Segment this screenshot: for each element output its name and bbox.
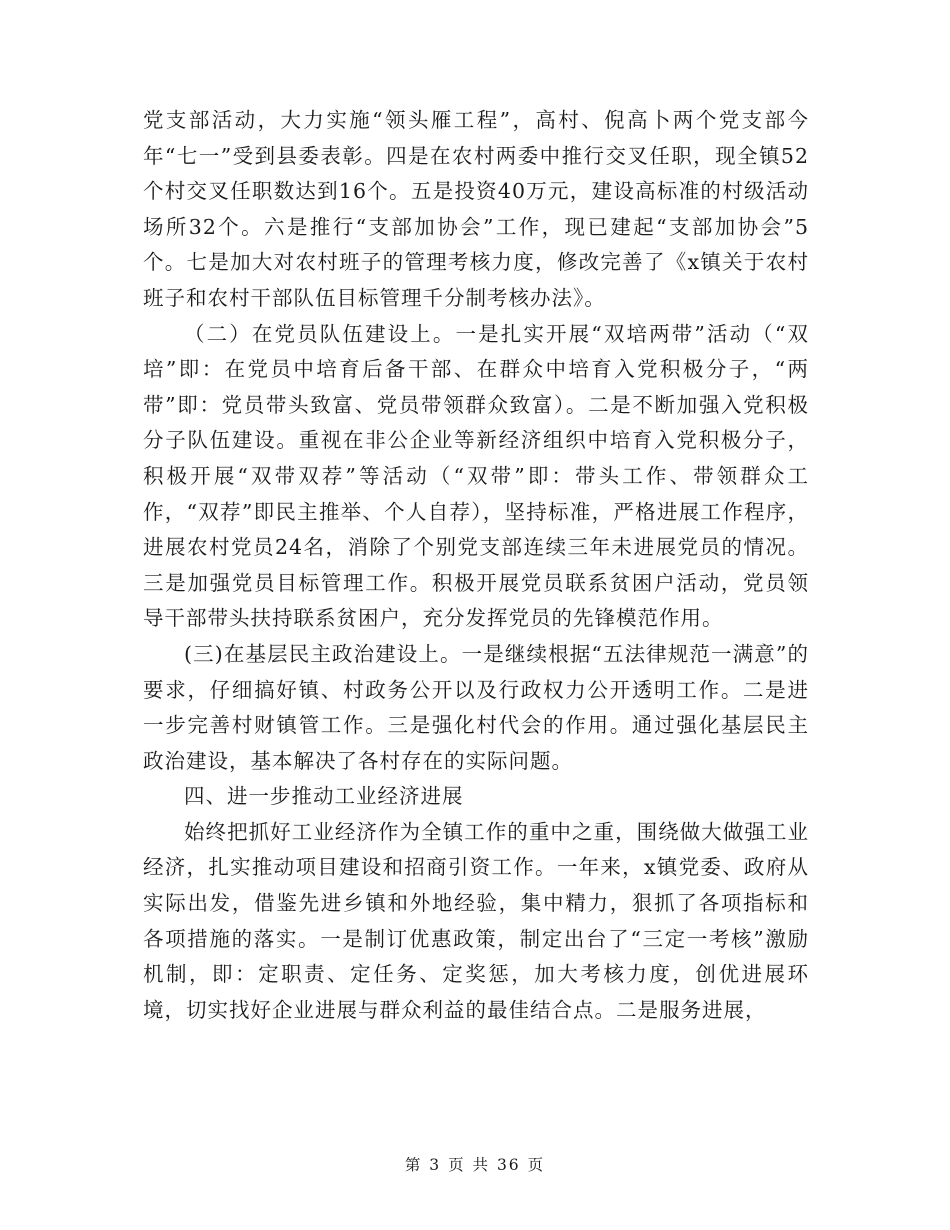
- page-number-footer: 第 3 页 共 36 页: [404, 1156, 546, 1174]
- paragraph-party-member-building: （二）在党员队伍建设上。一是扎实开展“双培两带”活动（“双培”即：在党员中培育后备干部、在群众中培育入党积极分子，“两带”即：党员带头致富、党员带领群众致富）。二是不断加强入党积极分子队伍建设。重视在非公企业等新经济组织中培育入党积极分子，积极开展“双带双荐”等活动（“双带”即：带头工作、带领群众工作，“双荐”即民主推举、个人自荐），坚持标准，严格进展工作程序，进展农村党员24名，消除了个别党支部连续三年未进展党员的情况。三是加强党员目标管理工作。积极开展党员联系贫困户活动，党员领导干部带头扶持联系贫困户，充分发挥党员的先锋模范作用。: [143, 321, 809, 631]
- section-heading-industrial-economy: 四、进一步推动工业经济进展: [184, 784, 464, 809]
- paragraph-continuation: 党支部活动，大力实施“领头雁工程”，高村、倪高卜两个党支部今年“七一”受到县委表彰。四是在农村两委中推行交叉任职，现全镇52个村交叉任职数达到16个。五是投资40万元，建设高标准的村级活动场所32个。六是推行“支部加协会”工作，现已建起“支部加协会”5个。七是加大对农村班子的管理考核力度，修改完善了《x镇关于农村班子和农村干部队伍目标管理千分制考核办法》。: [143, 108, 809, 310]
- paragraph-grassroots-democracy: (三)在基层民主政治建设上。一是继续根据“五法律规范一满意”的要求，仔细搞好镇、村政务公开以及行政权力公开透明工作。二是进一步完善村财镇管工作。三是强化村代会的作用。通过强化基层民主政治建设，基本解决了各村存在的实际问题。: [143, 641, 809, 773]
- document-body: [143, 103, 809, 1028]
- paragraph-industrial-economy: 始终把抓好工业经济作为全镇工作的重中之重，围绕做大做强工业经济，扎实推动项目建设和招商引资工作。一年来，x镇党委、政府从实际出发，借鉴先进乡镇和外地经验，集中精力，狠抓了各项指标和各项措施的落实。一是制订优惠政策，制定出台了“三定一考核”激励机制，即：定职责、定任务、定奖惩，加大考核力度，创优进展环境，切实找好企业进展与群众利益的最佳结合点。二是服务进展，: [143, 819, 809, 1022]
